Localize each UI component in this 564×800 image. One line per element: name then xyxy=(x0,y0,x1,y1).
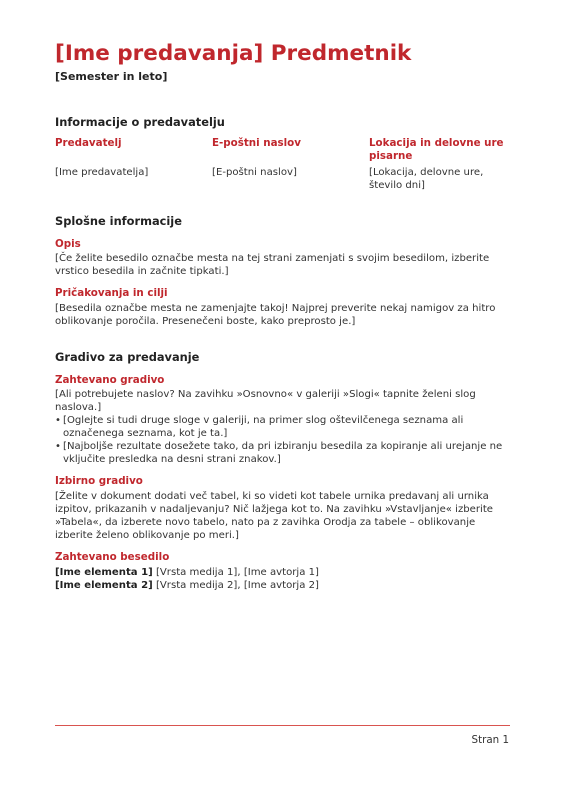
general-info-section xyxy=(55,214,510,328)
reading-item-name: [Ime elementa 2] xyxy=(55,580,153,591)
reading-item-medium: [Vrsta medija 2] xyxy=(155,580,238,591)
page-number: Stran 1 xyxy=(471,734,509,746)
email-value[interactable]: [E-poštni naslov] xyxy=(212,167,297,178)
lecturer-info-section xyxy=(55,115,510,192)
reading-item-author: [Ime avtorja 2] xyxy=(243,580,319,591)
expectations-label[interactable]: Pričakovanja in cilji xyxy=(55,287,168,299)
email-label[interactable]: E-poštni naslov xyxy=(212,137,301,149)
list-item-text: [Oglejte si tudi druge sloge v galeriji, na primer slog oštevilčenega seznama ali označenega seznama, kot je ta.] xyxy=(63,415,464,439)
required-materials-list xyxy=(55,414,510,466)
office-hours-value[interactable]: [Lokacija, delovne ure, število dni] xyxy=(369,167,484,191)
reading-item-author: [Ime avtorja 1] xyxy=(243,567,319,578)
list-item[interactable] xyxy=(55,414,510,440)
general-info-heading[interactable]: Splošne informacije xyxy=(55,214,182,228)
separator: , xyxy=(237,580,241,591)
lecturer-info-values xyxy=(55,166,510,192)
expectations-text[interactable]: [Besedila označbe mesta ne zamenjajte takoj! Najprej preverite nekaj namigov za hitro oblikovanje poročila. Presenečeni boste, kako preprosto je.] xyxy=(55,303,496,327)
materials-section xyxy=(55,350,510,592)
page-title[interactable]: [Ime predavanja] Predmetnik xyxy=(55,41,412,66)
optional-materials-label[interactable]: Izbirno gradivo xyxy=(55,475,143,487)
footer-divider xyxy=(55,725,510,726)
lecturer-name-value[interactable]: [Ime predavatelja] xyxy=(55,167,149,178)
reading-item-2[interactable] xyxy=(55,579,510,592)
materials-heading[interactable]: Gradivo za predavanje xyxy=(55,350,200,364)
separator: , xyxy=(237,567,241,578)
reading-item-name: [Ime elementa 1] xyxy=(55,567,153,578)
office-hours-label[interactable]: Lokacija in delovne ure pisarne xyxy=(369,137,504,162)
lecturer-info-labels xyxy=(55,137,510,163)
required-reading-label[interactable]: Zahtevano besedilo xyxy=(55,551,170,563)
list-item-text: [Najboljše rezultate dosežete tako, da pri izbiranju besedila za kopiranje ali urejanje ne vključite presledka na desni strani znakov.] xyxy=(63,441,503,465)
reading-item-1[interactable] xyxy=(55,566,510,579)
reading-item-medium: [Vrsta medija 1] xyxy=(155,567,238,578)
description-label[interactable]: Opis xyxy=(55,238,81,250)
document-page xyxy=(55,40,510,592)
required-materials-label[interactable]: Zahtevano gradivo xyxy=(55,374,165,386)
lecturer-label[interactable]: Predavatelj xyxy=(55,137,122,149)
description-text[interactable]: [Če želite besedilo označbe mesta na tej strani zamenjati s svojim besedilom, izberite vrstico besedila in začnite tipkati.] xyxy=(55,253,490,277)
required-materials-text[interactable]: [Ali potrebujete naslov? Na zavihku »Osnovno« v galeriji »Slogi« tapnite želeni slog naslova.] xyxy=(55,389,476,413)
list-item[interactable] xyxy=(55,440,510,466)
optional-materials-text[interactable]: [Želite v dokument dodati več tabel, ki so videti kot tabele urnika predavanj ali urnika izpitov, prikazanih v nadaljevanju? Nič lažjega kot to. Na zavihku »Vstavljanje« izberite »Tabela«, da izberete novo tabelo, nato pa z zavihka Orodja za tabele – oblikovanje izberite želeno oblikovanje po meri.] xyxy=(55,491,494,541)
bullet-icon: • xyxy=(55,415,61,426)
semester-subtitle[interactable]: [Semester in leto] xyxy=(55,70,168,83)
lecturer-info-heading[interactable]: Informacije o predavatelju xyxy=(55,115,225,129)
bullet-icon: • xyxy=(55,441,61,452)
